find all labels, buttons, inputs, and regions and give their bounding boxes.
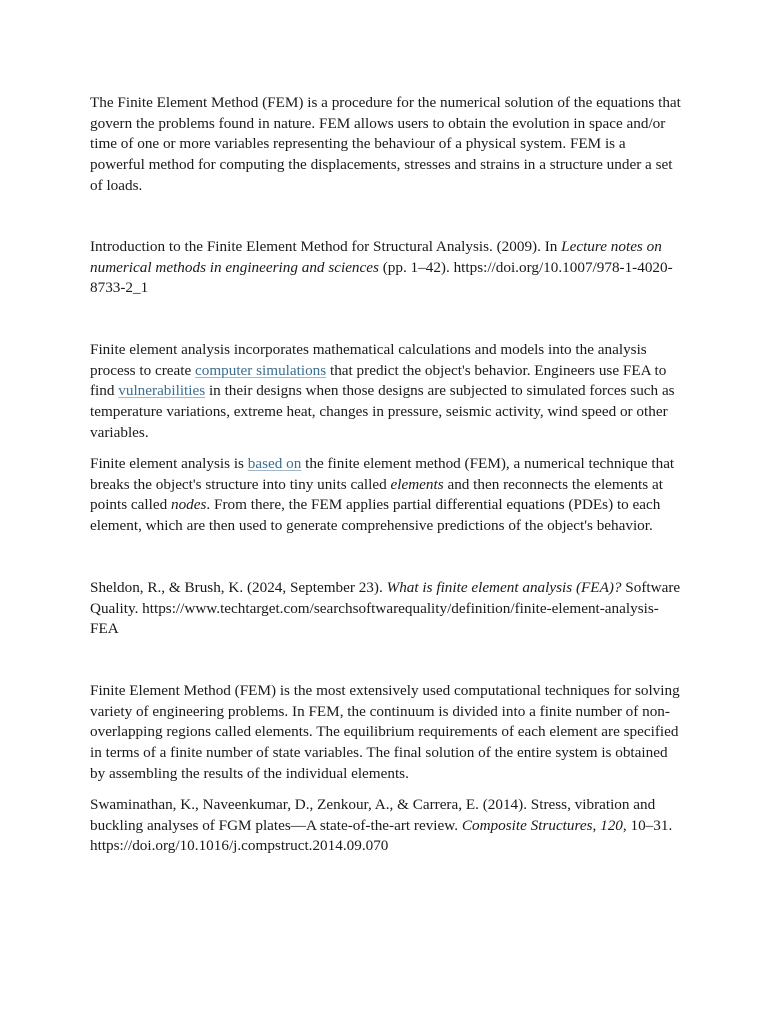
citation-text: Sheldon, R., & Brush, K. (2024, September 23). — [90, 579, 387, 596]
fem-computational-paragraph — [90, 681, 682, 785]
paragraph-text: that predict the object's behavior. Engineers use FEA to find — [90, 361, 667, 400]
nodes-term: nodes — [170, 496, 207, 514]
citation-text: Swaminathan, K., Naveenkumar, D., Zenkour, A., & Carrera, E. (2014). Stress, vibration and buckling analyses of FGM plates—A state-of-the-art review. — [90, 796, 656, 834]
fea-overview-paragraph — [90, 340, 682, 444]
paragraph-text: The Finite Element Method (FEM) is a procedure for the numerical solution of the equations that govern the problems found in nature. FEM allows users to obtain the evolution in space and/or time of one or more variables representing the behaviour of a physical system. FEM is a powerful method for computing the displacements, stresses and strains in a structure under a set of loads. — [90, 94, 681, 194]
citation-volume: 120 — [600, 816, 623, 834]
paragraph-text: . From there, the FEM applies partial differential equations (PDEs) to each element, which are then used to generate comprehensive predictions of the object's behavior. — [90, 496, 661, 535]
fea-method-paragraph — [90, 454, 682, 537]
citation-fem-structural-analysis — [90, 237, 682, 299]
citation-text: Introduction to the Finite Element Method for Structural Analysis. (2009). In — [90, 238, 562, 255]
computer-simulations-link[interactable]: computer simulations — [195, 361, 327, 379]
paragraph-text: Finite element analysis incorporates mathematical calculations and models into the analysis process to create — [90, 341, 647, 379]
citation-text: Software Quality. https://www.techtarget.com/searchsoftwarequality/definition/finite-element-analysis-FEA — [90, 579, 681, 638]
paragraph-text: and then reconnects the elements at points called — [90, 475, 663, 514]
citation-source-title: Lecture notes on numerical methods in engineering and sciences — [90, 238, 662, 276]
citation-techtarget — [90, 578, 682, 640]
fem-definition-paragraph — [90, 93, 682, 197]
citation-text: , 10–31. https://doi.org/10.1016/j.compstruct.2014.09.070 — [90, 816, 673, 855]
vulnerabilities-link[interactable]: vulnerabilities — [118, 382, 206, 400]
paragraph-text: Finite element analysis is — [90, 455, 248, 472]
elements-term: elements — [390, 475, 444, 493]
citation-composite-structures — [90, 795, 682, 857]
citation-text: (pp. 1–42). https://doi.org/10.1007/978-1-4020-8733-2_1 — [90, 258, 673, 297]
citation-article-title: What is finite element analysis (FEA)? — [386, 579, 622, 596]
paragraph-text: Finite Element Method (FEM) is the most extensively used computational techniques for solving variety of engineering problems. In FEM, the continuum is divided into a finite number of non-overlapping regions called elements. The equilibrium requirements of each element are specified in terms of a finite number of state variables. The final solution of the entire system is obtained by assembling the results of the individual elements. — [90, 682, 680, 782]
paragraph-text: in their designs when those designs are subjected to simulated forces such as temperature variations, extreme heat, changes in pressure, seismic activity, wind speed or other variables. — [90, 382, 675, 441]
citation-text: , — [592, 816, 601, 834]
citation-journal-title: Composite Structures — [461, 816, 593, 834]
paragraph-text: the finite element method (FEM), a numerical technique that breaks the object's structure into tiny units called — [90, 455, 675, 493]
based-on-link[interactable]: based on — [247, 455, 302, 472]
